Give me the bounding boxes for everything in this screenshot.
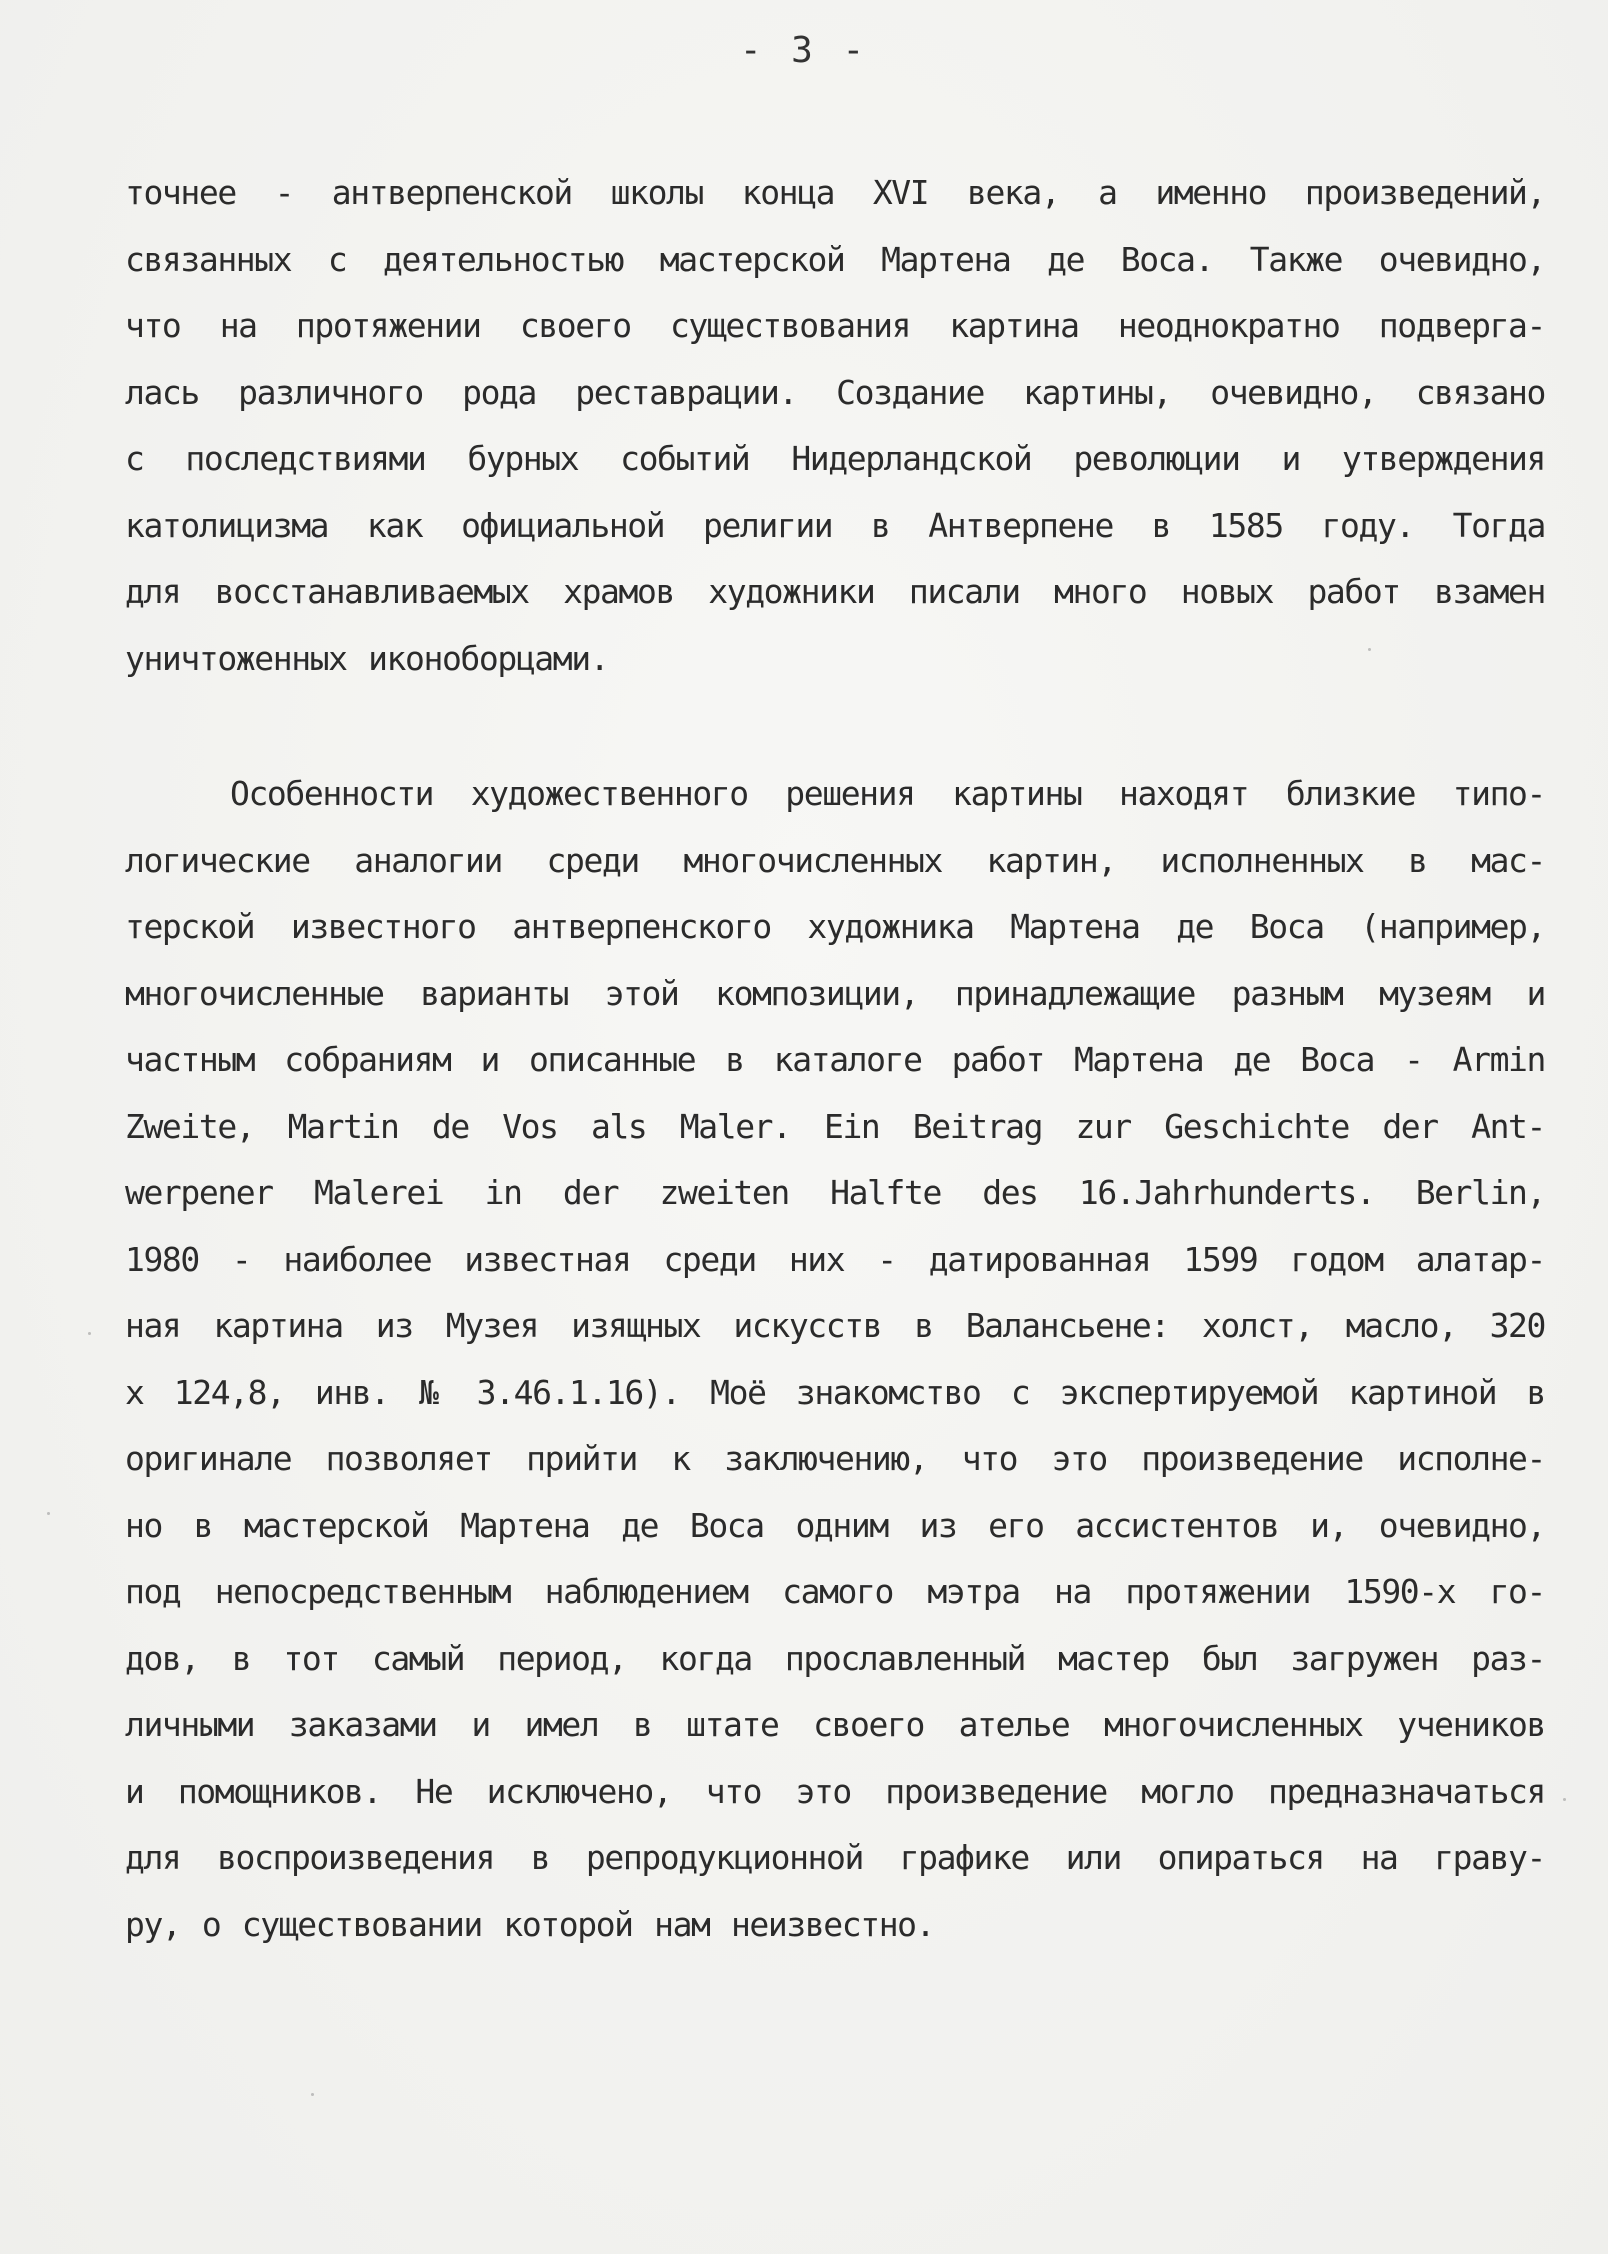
text-line: с последствиями бурных событий Нидерландской революции и утверждения xyxy=(125,439,1545,478)
text-line: дов, в тот самый период, когда прославленный мастер был загружен раз- xyxy=(125,1638,1545,1678)
scan-speck xyxy=(88,1332,91,1335)
text-line: многочисленные варианты этой композиции, принадлежащие разным музеям и xyxy=(125,973,1545,1013)
page-number: - 3 - xyxy=(739,30,869,71)
text-line: что на протяжении своего существования картина неоднократно подверга- xyxy=(125,306,1545,345)
text-line: оригинале позволяет прийти к заключению, что это произведение исполне- xyxy=(125,1439,1545,1478)
scan-speck xyxy=(1368,648,1371,651)
text-line: связанных с деятельностью мастерской Мартена де Воса. Также очевидно, xyxy=(125,239,1545,279)
text-line: терской известного антверпенского художника Мартена де Воса (например, xyxy=(125,907,1545,946)
scan-speck xyxy=(47,1512,50,1515)
scan-speck xyxy=(1563,1798,1566,1801)
text-line: но в мастерской Мартена де Воса одним из его ассистентов и, очевидно, xyxy=(125,1505,1545,1545)
text-line: ру, о существовании которой нам неизвестно. xyxy=(125,1904,935,1944)
text-line: под непосредственным наблюдением самого мэтра на протяжении 1590-х го- xyxy=(125,1572,1545,1611)
scan-speck xyxy=(311,2093,314,2096)
text-line: ная картина из Музея изящных искусств в Валансьене: холст, масло, 320 xyxy=(125,1306,1545,1345)
text-line: частным собраниям и описанные в каталоге работ Мартена де Воса - Armin xyxy=(125,1040,1545,1079)
text-line: для восстанавливаемых храмов художники писали много новых работ взамен xyxy=(125,572,1545,611)
text-line: логические аналогии среди многочисленных картин, исполненных в мас- xyxy=(125,840,1545,880)
text-line: Особенности художественного решения картины находят близкие типо- xyxy=(230,774,1545,813)
text-line: Zweite, Martin de Vos als Maler. Ein Beitrag zur Geschichte der Ant- xyxy=(125,1106,1545,1146)
text-line: werpener Malerei in der zweiten Halfte des 16.Jahrhunderts. Berlin, xyxy=(125,1173,1545,1212)
text-line: уничтоженных иконоборцами. xyxy=(125,638,609,678)
paragraph-1 xyxy=(125,160,1545,692)
paragraph-2 xyxy=(125,761,1545,1958)
text-line: для воспроизведения в репродукционной графике или опираться на граву- xyxy=(125,1838,1545,1877)
text-line: лась различного рода реставрации. Создание картины, очевидно, связано xyxy=(125,372,1545,412)
text-line: личными заказами и имел в штате своего ателье многочисленных учеников xyxy=(125,1705,1545,1744)
text-line: точнее - антверпенской школы конца XVI века, а именно произведений, xyxy=(125,173,1545,212)
text-line: и помощников. Не исключено, что это произведение могло предназначаться xyxy=(125,1771,1545,1811)
text-line: x 124,8, инв. № 3.46.1.16). Моё знакомство с экспертируемой картиной в xyxy=(125,1372,1545,1412)
text-line: католицизма как официальной религии в Антверпене в 1585 году. Тогда xyxy=(125,505,1545,545)
text-line: 1980 - наиболее известная среди них - датированная 1599 годом алатар- xyxy=(125,1239,1545,1279)
